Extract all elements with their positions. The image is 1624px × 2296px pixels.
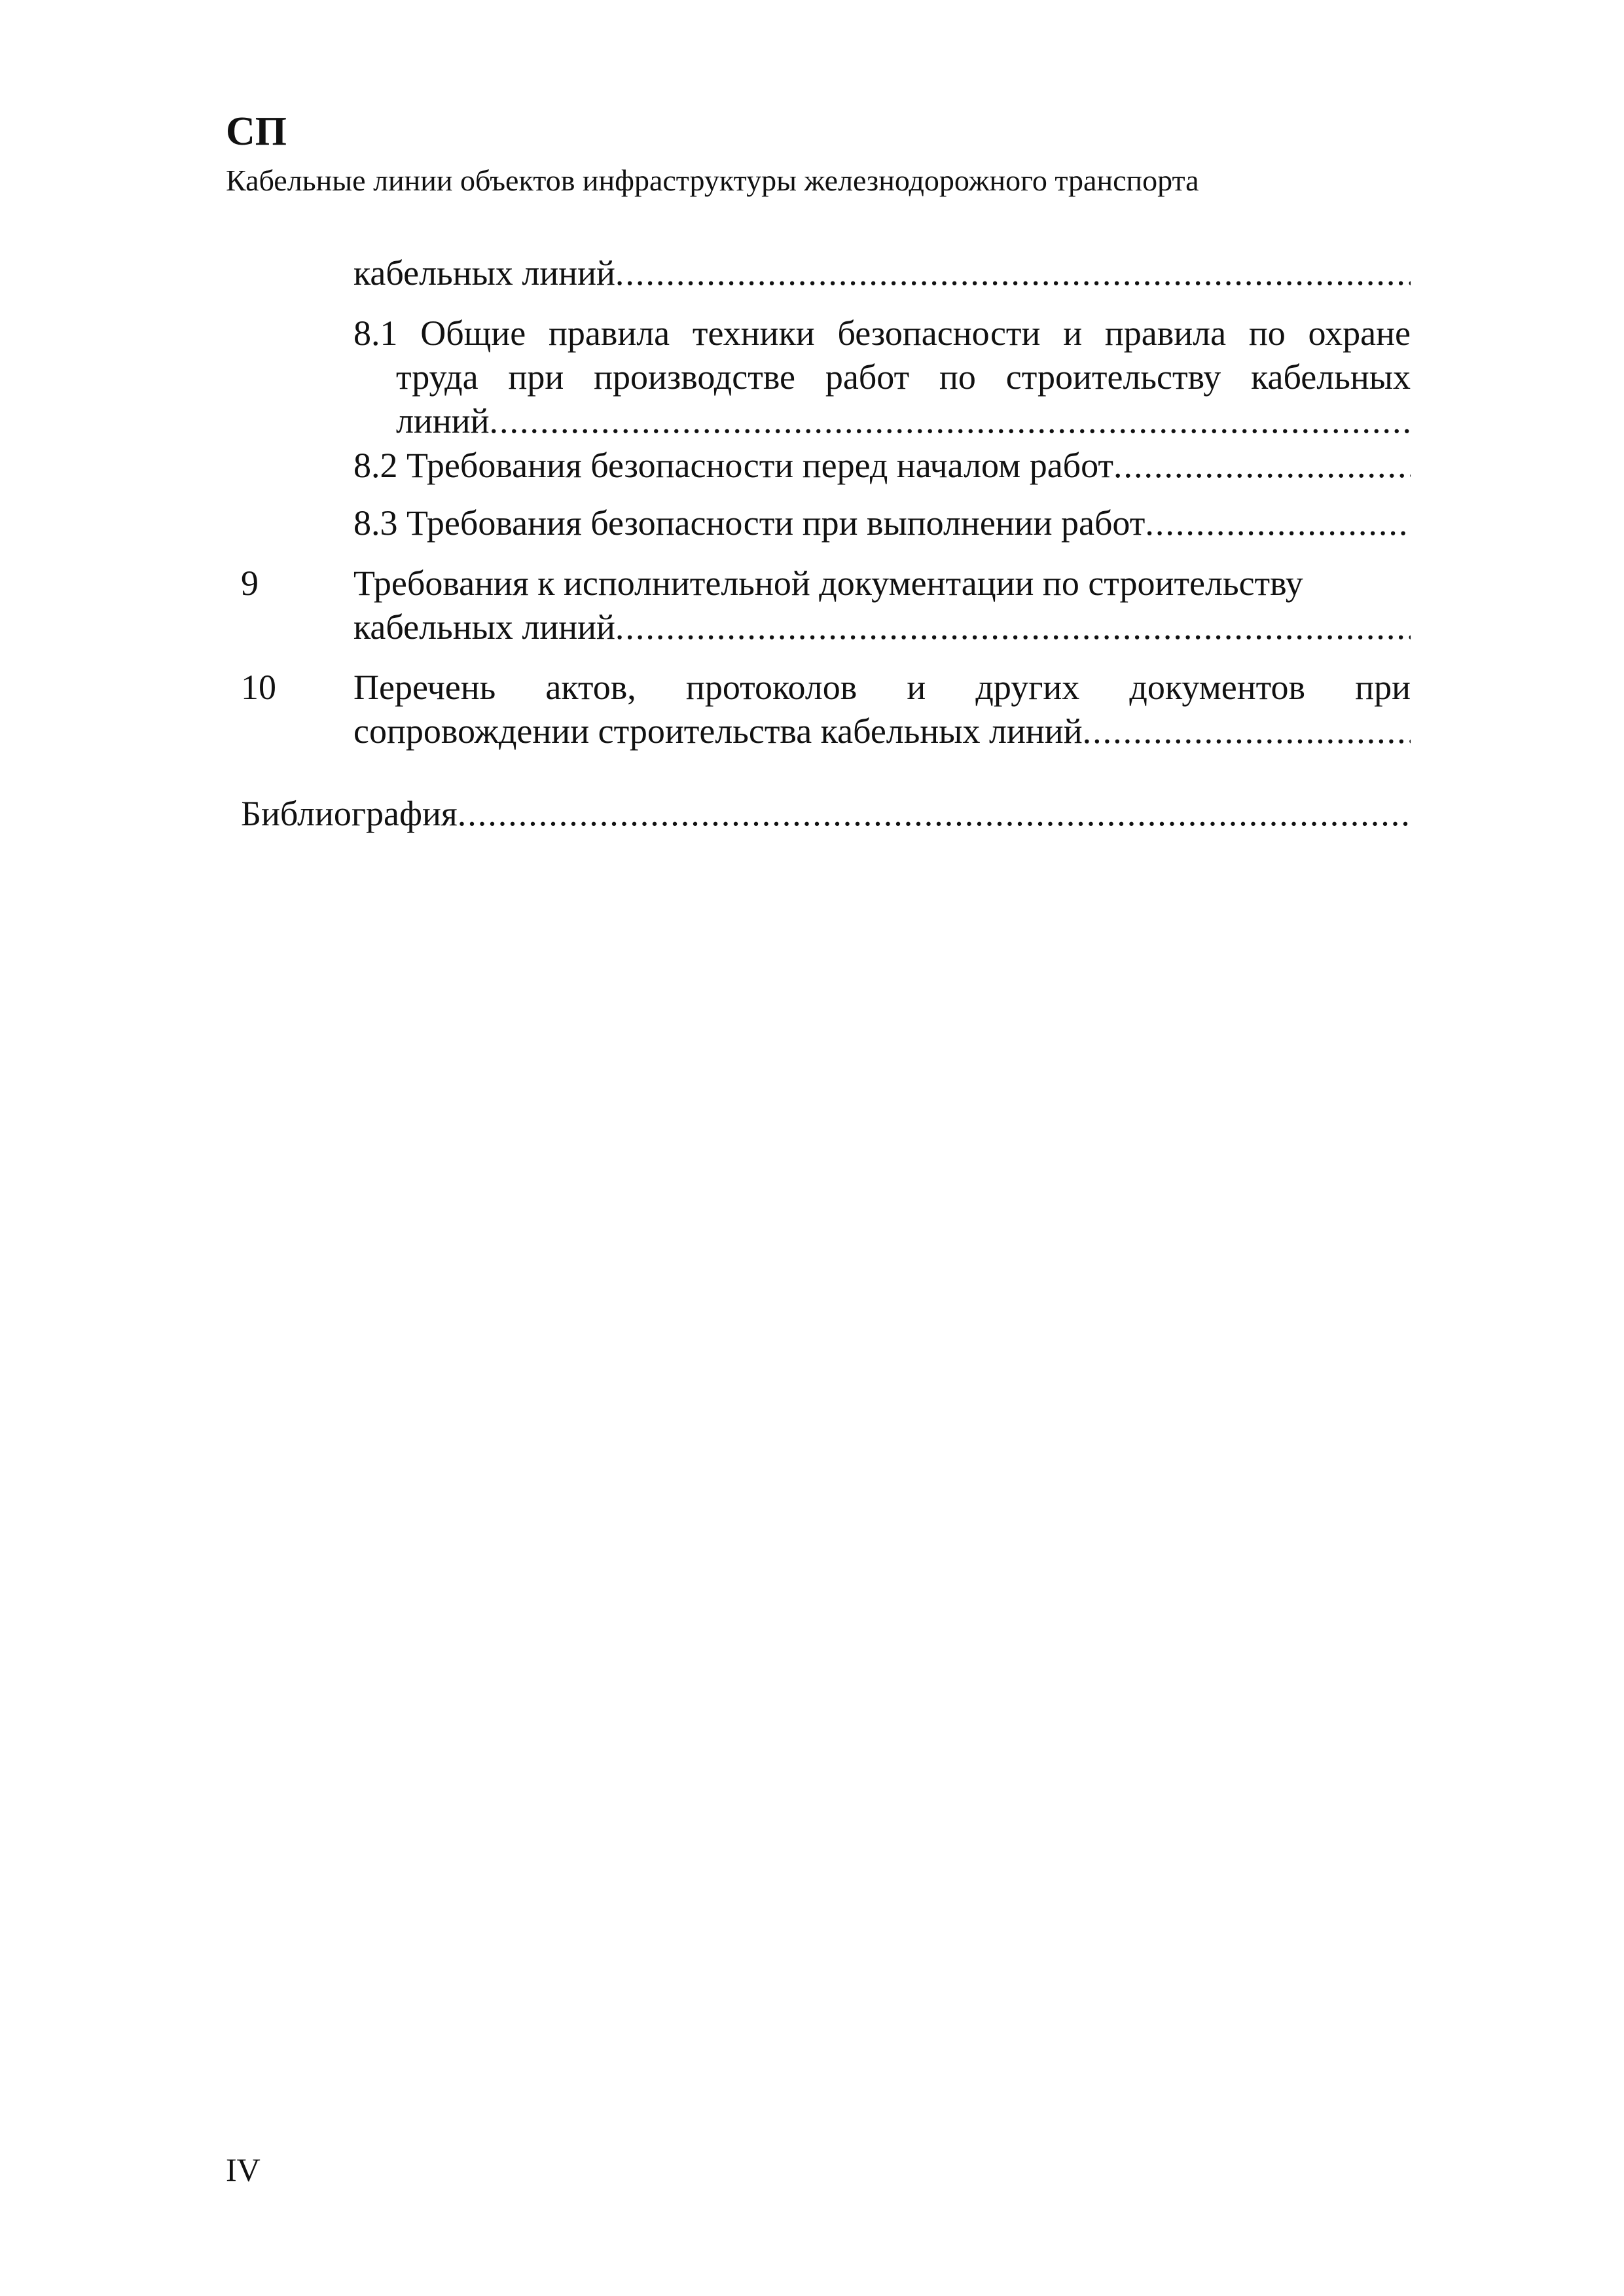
toc-entry-text: Библиография [241,794,458,833]
toc-entry-8-1[interactable] [353,312,1411,355]
toc-entry-text: труда при производстве работ по строительству кабельных [396,357,1411,397]
toc-entry-text: Требования к исполнительной документации по строительству [353,564,1303,603]
toc-entry-text: кабельных линий [353,607,615,647]
toc-entry-10-cont [353,709,1411,753]
toc-entry-8-1-cont [396,355,1411,399]
toc-entry-10[interactable] [353,666,1411,709]
toc-entry-text: кабельных линий [353,253,615,293]
toc-entry-text: линий [396,401,490,440]
toc-entry-continuation[interactable] [353,251,1411,295]
toc-entry-9-cont [353,605,1411,649]
toc-entry-8-1-cont2 [396,399,1411,442]
toc-entry-number: 10 [241,668,276,707]
toc-entry-text: 8.2 Требования безопасности перед началом работ [353,446,1114,485]
toc-leader-dots [615,251,1411,295]
toc-entry-bibliography[interactable] [241,792,1411,835]
toc-entry-8-2[interactable] [353,444,1411,487]
toc-leader-dots [1145,501,1411,545]
toc-entry-text: 8.3 Требования безопасности при выполнении работ [353,503,1146,543]
toc-entry-9[interactable] [353,562,1411,605]
page-number: IV [226,2151,261,2188]
toc-entry-text: Перечень актов, протоколов и других документов при [353,668,1411,707]
toc-leader-dots [615,605,1411,649]
toc-entry-text: сопровождении строительства кабельных линий [353,711,1083,751]
toc-entry-8-3[interactable] [353,501,1411,545]
document-code: СП [226,109,287,154]
toc-leader-dots [458,792,1411,835]
document-title: Кабельные линии объектов инфраструктуры железнодорожного транспорта [226,164,1199,197]
toc-entry-text: 8.1 Общие правила техники безопасности и правила по охране [353,314,1411,353]
toc-leader-dots [1083,709,1411,753]
toc-leader-dots [490,399,1411,442]
toc-leader-dots [1113,444,1411,487]
toc-entry-number: 9 [241,564,259,603]
